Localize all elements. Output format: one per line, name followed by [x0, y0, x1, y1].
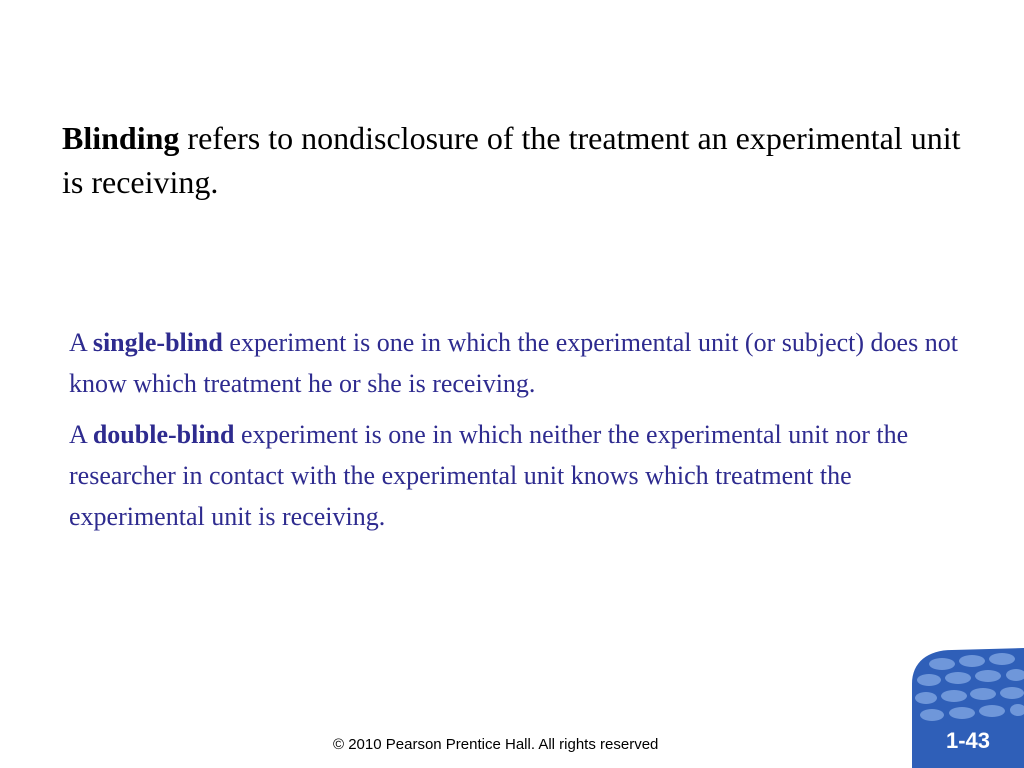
definition-text: refers to nondisclosure of the treatment an experimental unit is receiving. [62, 120, 961, 200]
slide-number: 1-43 [945, 728, 991, 753]
double-blind-text: experiment is one in which neither the experimental unit nor the researcher in contact with the experimental unit knows which treatment the experimental unit is receiving. [69, 420, 909, 531]
paragraph-prefix: A [69, 420, 93, 449]
double-blind-term: double-blind [92, 420, 235, 449]
single-blind-text: experiment is one in which the experimental unit (or subject) does not know which treatment he or she is receiving. [69, 328, 958, 398]
copyright-notice: © 2010 Pearson Prentice Hall. All rights reserved [333, 736, 659, 753]
double-blind-paragraph [69, 414, 989, 537]
body-text [69, 322, 989, 547]
single-blind-paragraph [69, 322, 989, 404]
single-blind-term: single-blind [92, 328, 223, 357]
definition-term: Blinding [62, 120, 180, 156]
definition-heading [62, 116, 962, 204]
paragraph-prefix: A [69, 328, 93, 357]
